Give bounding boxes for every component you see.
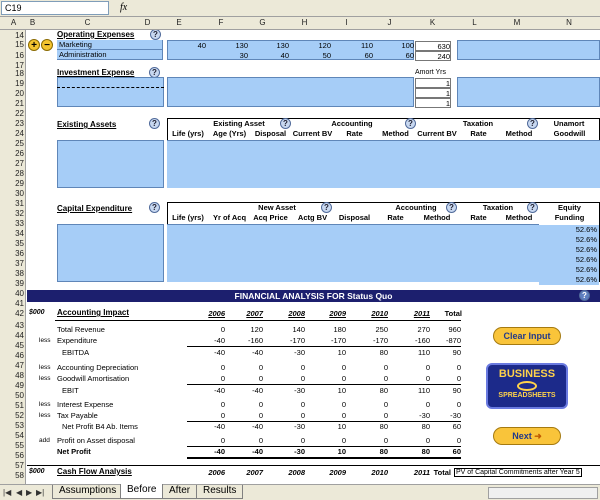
column-header[interactable]: K (429, 18, 436, 27)
equity-funding-value[interactable]: 52.6% (539, 235, 599, 245)
capex-column-header: Funding (554, 213, 585, 222)
last-sheet-icon[interactable]: ▶| (36, 488, 45, 497)
line-label: Total Revenue (57, 325, 105, 334)
equity-funding-value[interactable]: 52.6% (539, 245, 599, 255)
help-icon[interactable]: ? (446, 202, 457, 213)
opex-title: Operating Expenses (57, 30, 135, 39)
line-prefix: less (39, 412, 51, 419)
line-prefix: less (39, 375, 51, 382)
year-header: 2006 (208, 309, 225, 318)
year-header: 2007 (246, 309, 263, 318)
investment-title: Investment Expense (57, 68, 135, 77)
sheet-tab[interactable]: After (162, 485, 197, 499)
line-label: Expenditure (57, 336, 98, 345)
row-header[interactable]: 35 (15, 239, 24, 248)
line-value: 0 (425, 400, 430, 409)
row-header[interactable]: 26 (15, 149, 24, 158)
year-header: 2009 (329, 309, 346, 318)
line-total: -870 (445, 336, 461, 345)
row-header[interactable]: 22 (15, 109, 24, 118)
taxation-group-header: Taxation (482, 203, 514, 212)
existing-column-header: Rate (346, 129, 363, 138)
next-sheet-icon[interactable]: ▶ (26, 488, 33, 497)
line-value: 0 (220, 325, 225, 334)
investment-input-range[interactable] (167, 77, 414, 107)
line-value: -160 (247, 336, 263, 345)
row-header[interactable]: 55 (15, 441, 24, 450)
column-header[interactable]: L (472, 18, 477, 27)
row-header[interactable]: 44 (15, 331, 24, 340)
opex-value[interactable]: 130 (276, 41, 289, 50)
opex-value[interactable]: 120 (318, 41, 331, 50)
amort-yrs-value[interactable]: 1 (415, 88, 451, 98)
subtotal-line (187, 384, 461, 385)
row-header[interactable]: 31 (15, 199, 24, 208)
equity-funding-value[interactable]: 52.6% (539, 265, 599, 275)
opex-total: 630 (415, 41, 451, 51)
row-header[interactable]: 30 (15, 189, 24, 198)
existing-column-header: Method (505, 129, 533, 138)
subtotal-line (187, 346, 461, 347)
currency-label: $000 (29, 468, 45, 475)
year-header: 2010 (371, 468, 388, 477)
year-header: 2011 (413, 468, 430, 477)
line-value: 80 (421, 422, 430, 431)
sheet-tab[interactable]: Results (196, 485, 243, 499)
line-value: 0 (341, 411, 346, 420)
year-header: 2006 (208, 468, 225, 477)
opex-total: 240 (415, 51, 451, 61)
row-header[interactable]: 39 (15, 279, 24, 288)
existing-input-range[interactable] (167, 140, 600, 188)
opex-value[interactable]: 50 (322, 51, 331, 60)
row-header[interactable]: 37 (15, 259, 24, 268)
amort-yrs-value[interactable]: 1 (415, 98, 451, 108)
line-value: 10 (337, 348, 346, 357)
row-header[interactable]: 16 (15, 51, 24, 60)
equity-header: Equity (558, 203, 581, 212)
capex-column-header: Rate (470, 213, 487, 222)
line-value: -170 (330, 336, 346, 345)
total-header: Total (433, 468, 451, 477)
line-total: 0 (456, 363, 461, 372)
row-header[interactable]: 47 (15, 361, 24, 370)
row-header[interactable]: 24 (15, 129, 24, 138)
row-header[interactable]: 14 (15, 31, 24, 40)
line-value: 80 (379, 386, 388, 395)
row-header[interactable]: 15 (15, 40, 24, 49)
help-icon[interactable]: ? (280, 118, 291, 129)
financial-analysis-banner: FINANCIAL ANALYSIS FOR Status Quo (27, 290, 600, 302)
line-label: Net Profit (57, 447, 91, 456)
investment-label-range[interactable] (57, 77, 164, 107)
line-value: 0 (341, 436, 346, 445)
spreadsheet-grid[interactable] (27, 30, 600, 484)
row-header[interactable]: 51 (15, 401, 24, 410)
line-value: 0 (300, 436, 305, 445)
first-sheet-icon[interactable]: |◀ (3, 488, 12, 497)
help-icon[interactable]: ? (405, 118, 416, 129)
horizontal-scrollbar[interactable] (488, 487, 598, 499)
line-value: 0 (220, 411, 225, 420)
line-value: -170 (289, 336, 305, 345)
unamort-header: Unamort (553, 119, 585, 128)
sheet-tab-bar (0, 484, 600, 500)
line-value: -30 (294, 348, 305, 357)
line-value: 80 (379, 348, 388, 357)
help-icon[interactable]: ? (527, 202, 538, 213)
row-header[interactable]: 54 (15, 431, 24, 440)
line-value: 80 (379, 422, 388, 431)
line-value: 0 (425, 374, 430, 383)
help-icon[interactable]: ? (149, 67, 160, 78)
column-header[interactable]: M (513, 18, 521, 27)
help-icon[interactable]: ? (527, 118, 538, 129)
line-value: 140 (292, 325, 305, 334)
row-header[interactable]: 20 (15, 89, 24, 98)
collapse-icon[interactable]: − (41, 39, 53, 51)
logo-bottom-text: SPREADSHEETS (498, 392, 556, 399)
formula-bar (0, 0, 600, 17)
line-value: -30 (294, 422, 305, 431)
year-header: 2011 (413, 309, 430, 318)
line-value: 0 (258, 363, 263, 372)
row-header[interactable]: 53 (15, 421, 24, 430)
line-value: 0 (220, 400, 225, 409)
line-value: 0 (300, 374, 305, 383)
row-header[interactable]: 38 (15, 269, 24, 278)
existing-column-header: Method (382, 129, 409, 138)
row-header[interactable]: 45 (15, 341, 24, 350)
row-header[interactable]: 57 (15, 461, 24, 470)
help-icon[interactable]: ? (579, 290, 590, 301)
line-value: 0 (383, 411, 388, 420)
selected-cell-marker[interactable] (57, 87, 164, 88)
opex-value[interactable]: 110 (361, 41, 373, 50)
help-icon[interactable]: ? (150, 30, 161, 40)
line-value: 120 (250, 325, 263, 334)
divider (55, 320, 461, 321)
column-header[interactable]: N (566, 18, 572, 27)
line-value: -40 (214, 422, 225, 431)
accounting-group-header: Accounting (395, 203, 437, 212)
existing-column-header: Disposal (254, 129, 287, 138)
line-value: 0 (300, 400, 305, 409)
total-header: Total (444, 309, 462, 318)
row-header[interactable]: 27 (15, 159, 24, 168)
line-total: 0 (456, 400, 461, 409)
new-asset-group-header: New Asset (258, 203, 296, 212)
accounting-title: Accounting Impact (57, 308, 130, 317)
amort-yrs-value[interactable]: 1 (415, 78, 451, 88)
row-header[interactable]: 28 (15, 169, 24, 178)
line-prefix: less (39, 337, 51, 344)
capex-column-header: Yr of Acq (212, 213, 247, 222)
year-header: 2010 (371, 309, 388, 318)
line-value: 0 (258, 400, 263, 409)
line-value: -160 (414, 336, 430, 345)
line-prefix: add (39, 437, 50, 444)
opex-label: Marketing (59, 40, 92, 49)
row-header[interactable]: 56 (15, 451, 24, 460)
function-icon[interactable]: fx (120, 2, 128, 13)
line-prefix: less (39, 364, 51, 371)
line-prefix: less (39, 401, 51, 408)
row-header[interactable]: 33 (15, 219, 24, 228)
line-value: 0 (220, 374, 225, 383)
equity-funding-value[interactable]: 52.6% (539, 225, 599, 235)
line-value: 10 (337, 422, 346, 431)
row-header[interactable]: 29 (15, 179, 24, 188)
line-value: 0 (425, 363, 430, 372)
line-value: 80 (379, 447, 388, 456)
line-label: Accounting Depreciation (57, 363, 139, 372)
line-total: 60 (452, 447, 461, 456)
line-value: -30 (294, 447, 305, 456)
existing-column-header: Current BV (292, 129, 333, 138)
line-value: 10 (337, 386, 346, 395)
sheet-tab[interactable]: Before (120, 484, 163, 499)
existing-column-header: Current BV (417, 129, 457, 138)
line-value: 250 (375, 325, 388, 334)
row-header[interactable]: 41 (15, 299, 24, 308)
cashflow-title: Cash Flow Analysis (57, 467, 132, 476)
opex-value[interactable]: 60 (364, 51, 373, 60)
equity-funding-value[interactable]: 52.6% (539, 255, 599, 265)
row-header[interactable]: 52 (15, 411, 24, 420)
line-value: -40 (214, 348, 225, 357)
opex-value[interactable]: 40 (197, 41, 206, 50)
opex-label: Administration (59, 50, 107, 59)
help-icon[interactable]: ? (149, 118, 160, 129)
line-total: 0 (456, 374, 461, 383)
line-total: 90 (452, 386, 461, 395)
sheet-tab[interactable]: Assumptions (52, 485, 123, 499)
line-value: -40 (252, 348, 263, 357)
line-value: 0 (258, 436, 263, 445)
row-header[interactable]: 49 (15, 381, 24, 390)
arrow-right-icon: ➜ (534, 431, 542, 441)
line-value: 0 (341, 363, 346, 372)
line-value: -40 (214, 336, 225, 345)
existing-column-header: Age (Yrs) (212, 129, 247, 138)
help-icon[interactable]: ? (149, 202, 160, 213)
capex-column-header: Disposal (338, 213, 371, 222)
line-value: -170 (372, 336, 388, 345)
line-value: 10 (337, 447, 346, 456)
opex-label-cell[interactable] (57, 40, 163, 50)
line-value: 0 (383, 400, 388, 409)
line-value: -30 (419, 411, 430, 420)
row-header[interactable]: 43 (15, 321, 24, 330)
row-header[interactable]: 36 (15, 249, 24, 258)
line-total: 0 (456, 436, 461, 445)
row-header[interactable]: 19 (15, 79, 24, 88)
line-value: 0 (300, 363, 305, 372)
clear-input-button[interactable]: Clear Input (493, 327, 561, 345)
year-header: 2008 (288, 309, 305, 318)
column-header[interactable]: F (218, 18, 224, 27)
existing-column-header: Life (yrs) (172, 129, 204, 138)
line-value: 0 (341, 374, 346, 383)
year-header: 2009 (329, 468, 346, 477)
row-header[interactable]: 58 (15, 471, 24, 480)
column-header[interactable]: H (301, 18, 308, 27)
currency-label: $000 (29, 309, 45, 316)
expand-icon[interactable]: + (28, 39, 40, 51)
column-header[interactable]: B (29, 18, 36, 27)
logo-emblem-icon (517, 381, 537, 391)
row-header[interactable]: 21 (15, 99, 24, 108)
column-header[interactable]: J (387, 18, 392, 27)
line-label: Goodwill Amortisation (57, 374, 130, 383)
line-value: 110 (418, 386, 430, 395)
line-total: 60 (452, 422, 461, 431)
capex-column-header: Life (yrs) (172, 213, 204, 222)
pv-note: PV of Capital Commitments after Year 5 (456, 469, 580, 476)
row-header[interactable]: 46 (15, 351, 24, 360)
capex-input-range[interactable] (167, 224, 539, 282)
year-header: 2007 (246, 468, 263, 477)
row-header[interactable]: 25 (15, 139, 24, 148)
taxation-group-header: Taxation (462, 119, 494, 128)
line-value: -40 (252, 386, 263, 395)
column-header[interactable]: E (176, 18, 182, 27)
next-button[interactable] (493, 427, 561, 445)
row-header[interactable]: 34 (15, 229, 24, 238)
row-header[interactable]: 50 (15, 391, 24, 400)
prev-sheet-icon[interactable]: ◀ (16, 488, 23, 497)
year-header: 2008 (288, 468, 305, 477)
opex-label-cell[interactable] (57, 50, 163, 60)
opex-value[interactable]: 40 (280, 51, 289, 60)
investment-extra-range[interactable] (457, 77, 600, 107)
line-label: Tax Payable (57, 411, 98, 420)
row-header[interactable]: 18 (15, 69, 24, 78)
existing-label-range[interactable] (57, 140, 164, 188)
line-value: 110 (418, 348, 430, 357)
opex-value[interactable]: 130 (235, 41, 248, 50)
row-header[interactable]: 48 (15, 371, 24, 380)
next-label: Next (512, 431, 532, 441)
line-value: 0 (258, 374, 263, 383)
row-header[interactable]: 23 (15, 119, 24, 128)
existing-column-header: Goodwill (553, 129, 586, 138)
line-value: -40 (252, 447, 263, 456)
line-value: 0 (425, 436, 430, 445)
line-value: 180 (333, 325, 346, 334)
column-header[interactable]: I (345, 18, 348, 27)
column-header[interactable]: A (10, 18, 17, 27)
capex-column-header: Acq Price (253, 213, 288, 222)
capex-column-header: Method (505, 213, 533, 222)
row-header[interactable]: 17 (15, 61, 24, 70)
existing-title: Existing Assets (57, 120, 117, 129)
accounting-group-header: Accounting (331, 119, 373, 128)
line-value: 0 (258, 411, 263, 420)
business-spreadsheets-logo[interactable] (486, 363, 568, 409)
line-value: -40 (214, 386, 225, 395)
line-value: 270 (417, 325, 430, 334)
name-box[interactable]: C19 (1, 1, 109, 15)
line-value: 0 (220, 436, 225, 445)
line-value: 0 (383, 374, 388, 383)
amort-yrs-label: Amort Yrs (415, 69, 446, 76)
line-value: 0 (300, 411, 305, 420)
line-total: 960 (448, 325, 461, 334)
help-icon[interactable]: ? (321, 202, 332, 213)
line-value: 0 (220, 363, 225, 372)
capex-label-range[interactable] (57, 224, 164, 282)
line-label: EBIT (62, 386, 79, 395)
equity-funding-value[interactable]: 52.6% (539, 275, 599, 285)
line-value: 0 (383, 436, 388, 445)
line-value: 0 (341, 400, 346, 409)
line-label: Net Profit B4 Ab. Items (62, 422, 138, 431)
line-value: 0 (383, 363, 388, 372)
existing-group-header: Existing Asset (213, 119, 265, 128)
line-total: -30 (450, 411, 461, 420)
opex-value[interactable]: 30 (239, 51, 248, 60)
line-label: EBITDA (62, 348, 90, 357)
capex-column-header: Actg BV (297, 213, 328, 222)
column-headers (0, 17, 600, 30)
logo-top-text: BUSINESS (498, 368, 556, 380)
row-header[interactable]: 42 (15, 309, 24, 318)
row-header[interactable]: 40 (15, 289, 24, 298)
line-value: -30 (294, 386, 305, 395)
capex-title: Capital Expenditure (57, 204, 133, 213)
column-header[interactable]: C (84, 18, 91, 27)
line-total: 90 (452, 348, 461, 357)
row-header[interactable]: 32 (15, 209, 24, 218)
capex-column-header: Method (423, 213, 451, 222)
opex-extra-range[interactable] (457, 40, 600, 60)
line-value: 80 (421, 447, 430, 456)
capex-column-header: Rate (387, 213, 404, 222)
column-header[interactable]: D (144, 18, 151, 27)
existing-column-header: Rate (470, 129, 487, 138)
line-value: -40 (214, 447, 225, 456)
opex-value[interactable]: 60 (405, 51, 414, 60)
line-label: Interest Expense (57, 400, 114, 409)
opex-value[interactable]: 100 (401, 41, 414, 50)
line-label: Profit on Asset disposal (57, 436, 135, 445)
line-value: -40 (252, 422, 263, 431)
row-headers (0, 30, 26, 484)
column-header[interactable]: G (259, 18, 266, 27)
double-underline (187, 457, 461, 459)
